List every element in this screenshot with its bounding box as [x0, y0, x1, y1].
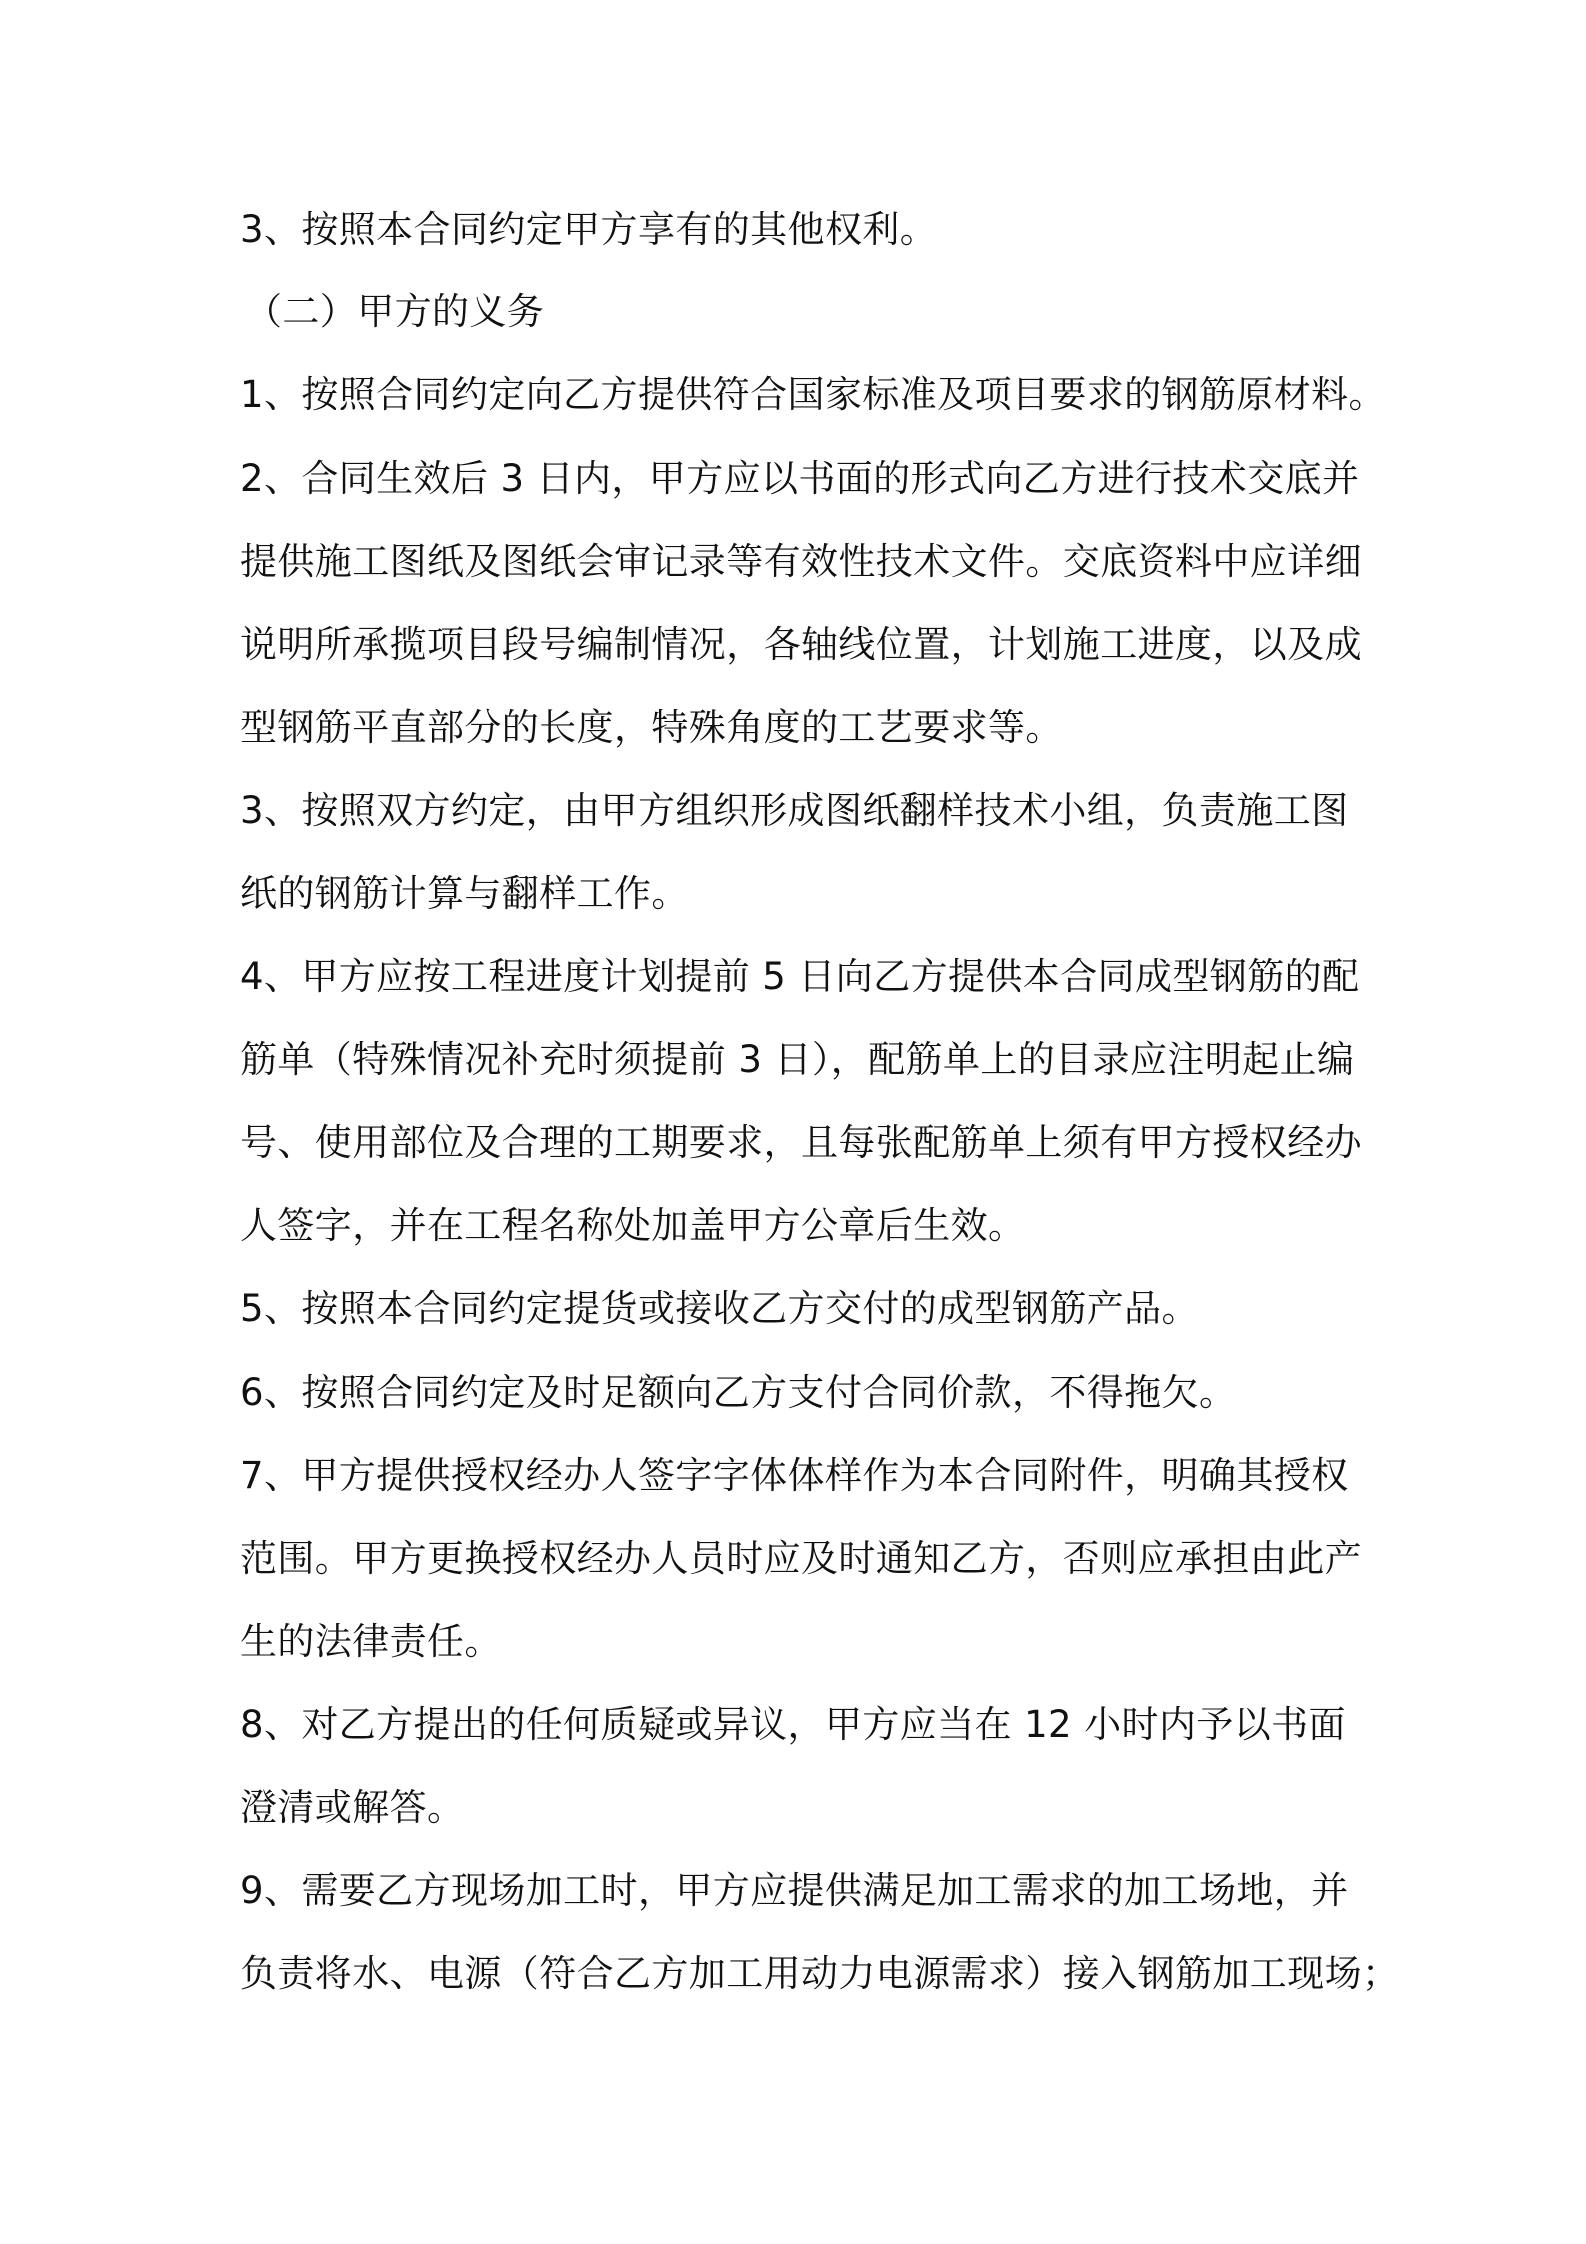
- text-line: 6、按照合同约定及时足额向乙方支付合同价款，不得拖欠。: [240, 1371, 1237, 1414]
- text-line: 说明所承揽项目段号编制情况，各轴线位置，计划施工进度，以及成: [240, 623, 1362, 666]
- text-line: 4、甲方应按工程进度计划提前 5 日向乙方提供本合同成型钢筋的配: [240, 955, 1360, 998]
- section-heading: （二）甲方的义务: [245, 290, 545, 333]
- text-line: 纸的钢筋计算与翻样工作。: [240, 872, 689, 915]
- text-line: 7、甲方提供授权经办人签字字体体样作为本合同附件，明确其授权: [240, 1454, 1349, 1497]
- text-line: 人签字，并在工程名称处加盖甲方公章后生效。: [240, 1204, 1026, 1247]
- text-line: 型钢筋平直部分的长度，特殊角度的工艺要求等。: [240, 706, 1063, 749]
- text-line: 澄清或解答。: [240, 1786, 465, 1829]
- text-line: 3、按照本合同约定甲方享有的其他权利。: [240, 208, 938, 251]
- text-line: 2、合同生效后 3 日内，甲方应以书面的形式向乙方进行技术交底并: [240, 457, 1360, 500]
- text-line: 5、按照本合同约定提货或接收乙方交付的成型钢筋产品。: [240, 1287, 1199, 1330]
- text-line: 8、对乙方提出的任何质疑或异议，甲方应当在 12 小时内予以书面: [240, 1703, 1346, 1746]
- text-line: 1、按照合同约定向乙方提供符合国家标准及项目要求的钢筋原材料。: [240, 373, 1386, 416]
- text-line: 筋单（特殊情况补充时须提前 3 日），配筋单上的目录应注明起止编: [240, 1038, 1355, 1081]
- text-line: 提供施工图纸及图纸会审记录等有效性技术文件。交底资料中应详细: [240, 540, 1362, 583]
- text-line: 9、需要乙方现场加工时，甲方应提供满足加工需求的加工场地，并: [240, 1869, 1349, 1912]
- text-line: 3、按照双方约定，由甲方组织形成图纸翻样技术小组，负责施工图: [240, 789, 1349, 832]
- text-line: 负责将水、电源（符合乙方加工用动力电源需求）接入钢筋加工现场；: [240, 1952, 1400, 1995]
- text-line: 范围。甲方更换授权经办人员时应及时通知乙方，否则应承担由此产: [240, 1537, 1362, 1580]
- text-line: 生的法律责任。: [240, 1620, 502, 1663]
- text-line: 号、使用部位及合理的工期要求，且每张配筋单上须有甲方授权经办: [240, 1121, 1362, 1164]
